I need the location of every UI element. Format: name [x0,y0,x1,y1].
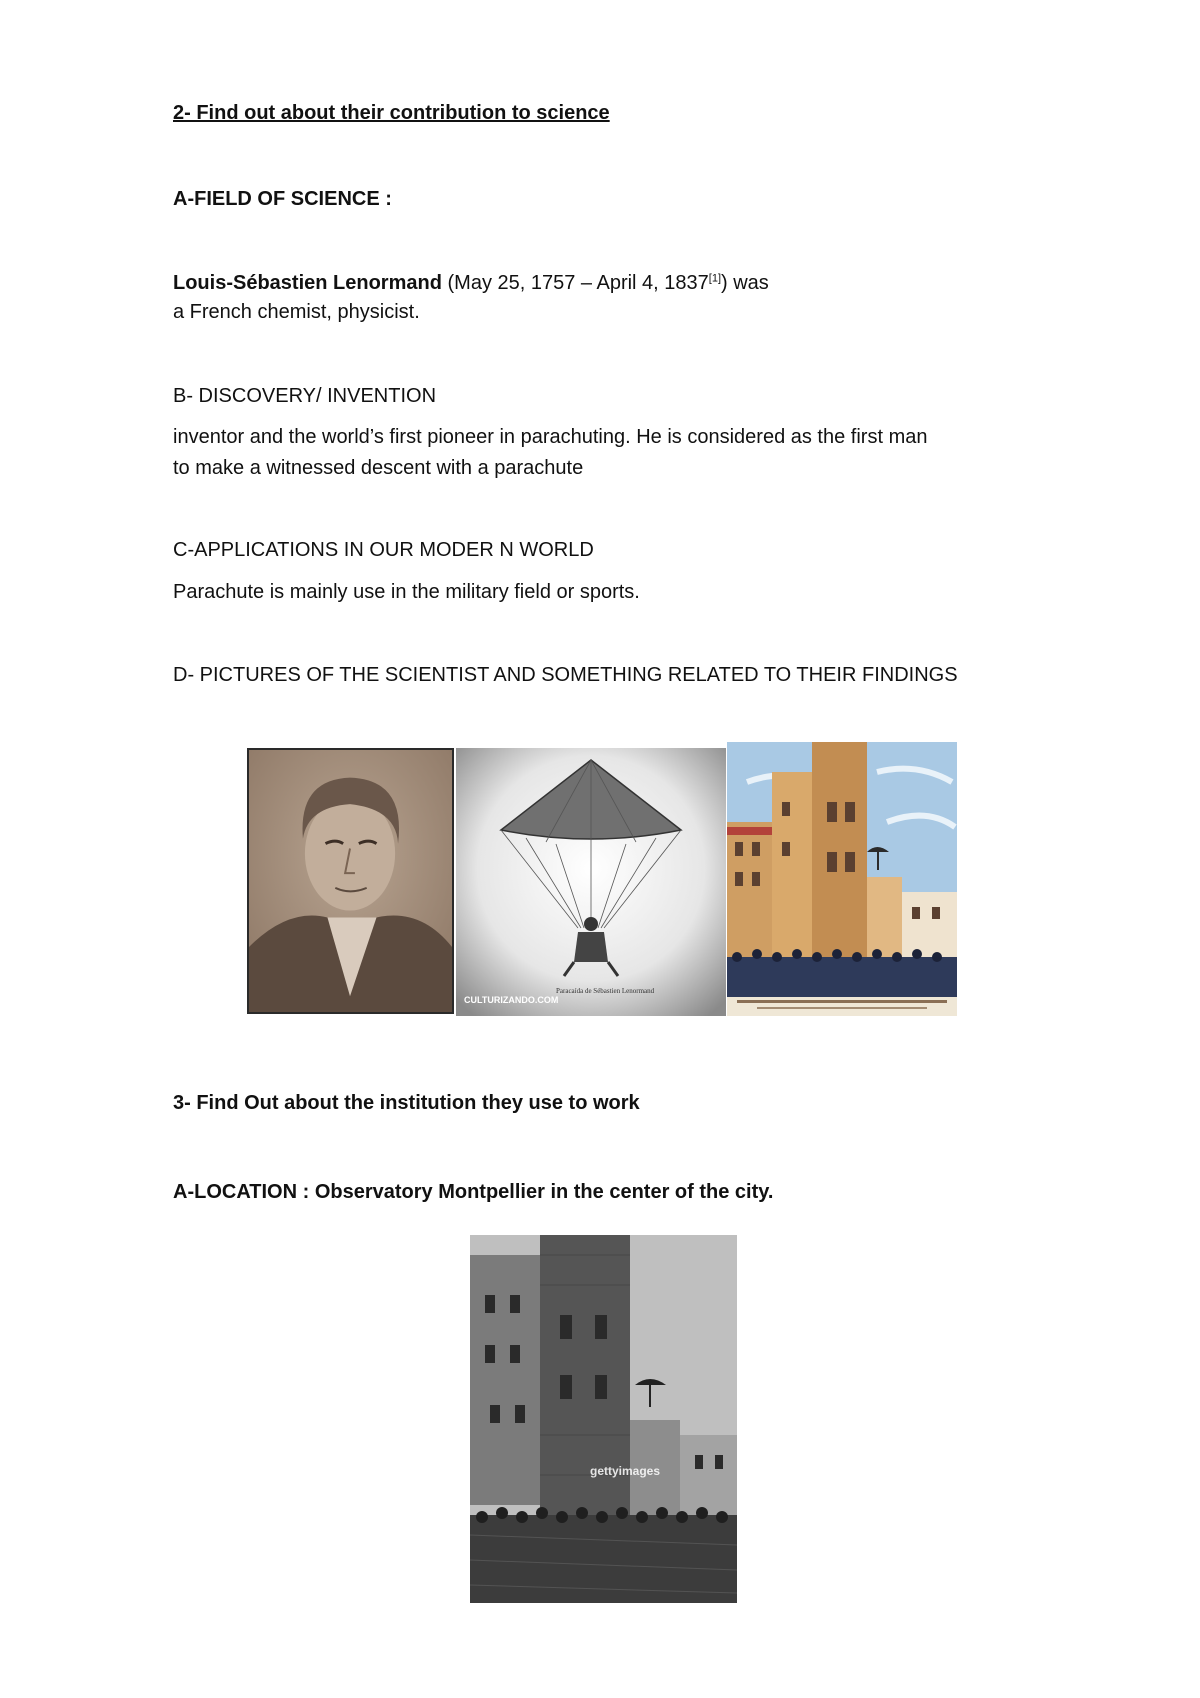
location-heading: A-LOCATION : Observatory Montpellier in the center of the city. [173,1181,774,1203]
field-description-line1 [173,268,769,298]
reference-link[interactable]: [1] [708,272,722,285]
section-3-heading: 3- Find Out about the institution they use to work [173,1092,640,1114]
tower-descent-illustration-image [727,742,957,1016]
life-dates: (May 25, 1757 – April 4, 1837 [441,272,709,294]
parachute-watermark: CULTURIZANDO.COM [464,995,559,1005]
field-description-line2: a French chemist, physicist. [173,301,420,323]
section-2-heading: 2- Find out about their contribution to science [173,102,610,124]
field-of-science-heading: A-FIELD OF SCIENCE : [173,188,392,210]
pictures-heading: D- PICTURES OF THE SCIENTIST AND SOMETHING RELATED TO THEIR FINDINGS [173,664,958,686]
discovery-line1: inventor and the world’s first pioneer in parachuting. He is considered as the first man [173,426,928,448]
discovery-line2: to make a witnessed descent with a parachute [173,457,584,479]
scientist-name: Louis-Sébastien Lenormand [173,272,442,294]
parachute-caption: Paracaída de Sébastien Lenormand [556,987,655,995]
discovery-heading: B- DISCOVERY/ INVENTION [173,385,437,407]
parachute-drawing-image [456,748,726,1016]
scientist-portrait-image [247,748,454,1014]
life-dates-end: ) was [721,272,769,294]
getty-watermark: gettyimages [590,1464,661,1478]
applications-heading: C-APPLICATIONS IN OUR MODER N WORLD [173,539,594,561]
applications-text: Parachute is mainly use in the military field or sports. [173,581,640,603]
observatory-engraving-image [470,1235,737,1603]
